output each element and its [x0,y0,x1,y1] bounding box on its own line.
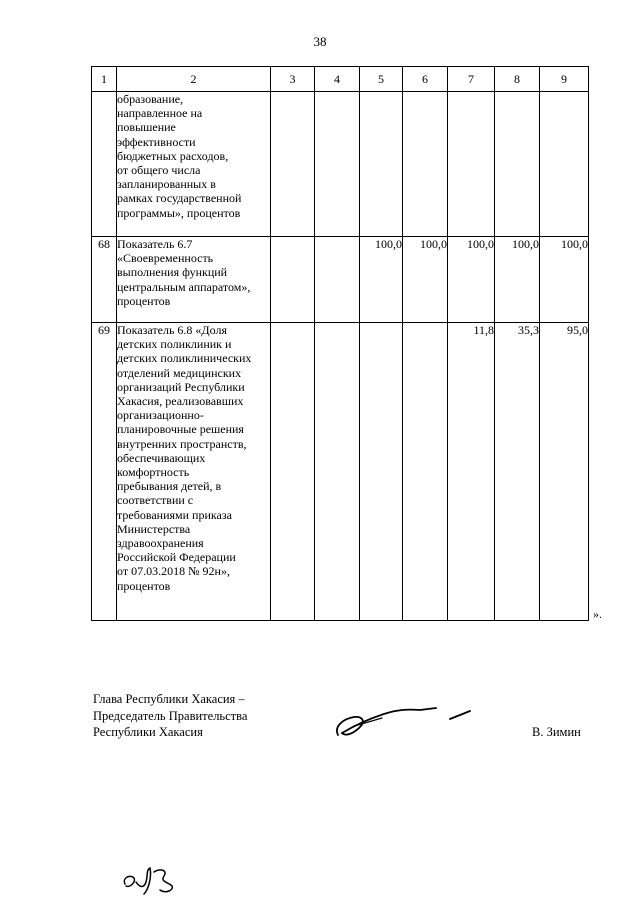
description-line: организационно- [117,408,204,423]
description-line: «Своевременность [117,251,214,266]
col-header: 5 [360,67,403,92]
description-line: организаций Республики [117,379,245,394]
cell-col4 [315,237,360,323]
description-line: выполнения функций [117,265,228,280]
cell-col9 [540,92,589,237]
signer-title [93,691,247,741]
col-header: 3 [271,67,315,92]
cell-col8 [495,92,540,237]
description-line: Показатель 6.7 [117,237,193,251]
row-description [117,323,271,621]
description-line: бюджетных расходов, [117,148,229,163]
initials-mark [120,858,180,898]
cell-col3 [271,237,315,323]
description-line: комфортность [117,465,190,480]
cell-col7: 11,8 [448,323,495,621]
row-description [117,237,271,323]
cell-col3 [271,92,315,237]
description-line: внутренних пространств, [117,436,247,451]
cell-col3 [271,323,315,621]
description-line: центральным аппаратом», [117,279,251,294]
closing-quote: ». [593,607,602,621]
cell-col5: 100,0 [360,237,403,323]
row-number: 69 [92,323,117,621]
description-line: обеспечивающих [117,450,206,465]
col-header: 4 [315,67,360,92]
description-line: Российской Федерации [117,550,236,565]
cell-col4 [315,323,360,621]
description-line: здравоохранения [117,536,204,551]
description-line: отделений медицинских [117,365,242,380]
col-header: 1 [92,67,117,92]
description-line: Министерства [117,521,191,536]
cell-col9: 95,0 [540,323,589,621]
cell-col7 [448,92,495,237]
description-line: образование, [117,92,184,106]
signer-title-line: Глава Республики Хакасия – [93,692,245,706]
description-line: направленное на [117,106,203,121]
page-number: 38 [313,34,327,49]
cell-col5 [360,92,403,237]
description-line: рамках государственной [117,191,242,206]
table-row [92,92,589,237]
description-line: Показатель 6.8 «Доля [117,323,227,337]
cell-col4 [315,92,360,237]
description-line: планировочные решения [117,422,244,437]
description-line: пребывания детей, в [117,479,222,494]
col-header: 8 [495,67,540,92]
col-header: 9 [540,67,589,92]
cell-col8: 35,3 [495,323,540,621]
description-line: процентов [117,578,171,593]
description-line: от общего числа [117,163,201,178]
signer-name: В. Зимин [532,725,581,739]
header-row [92,67,589,92]
row-number [92,92,117,237]
description-line: детских поликлиник и [117,337,232,352]
cell-col9: 100,0 [540,237,589,323]
description-line: соответствии с [117,493,194,508]
description-line: от 07.03.2018 № 92н», [117,564,230,579]
col-header: 7 [448,67,495,92]
description-line: требованиями приказа [117,507,232,522]
cell-col6 [403,92,448,237]
cell-col8: 100,0 [495,237,540,323]
col-header: 6 [403,67,448,92]
cell-col5 [360,323,403,621]
signature-image [332,697,482,747]
description-line: детских поликлинических [117,351,252,366]
description-line: процентов [117,293,171,308]
table-row [92,323,589,621]
table-row [92,237,589,323]
signer-title-line: Республики Хакасия [93,725,203,739]
description-line: Хакасия, реализовавших [117,394,244,409]
row-number: 68 [92,237,117,323]
description-line: эффективности [117,134,196,149]
cell-col6 [403,323,448,621]
indicators-table [91,66,589,621]
cell-col7: 100,0 [448,237,495,323]
signer-title-line: Председатель Правительства [93,708,248,723]
col-header: 2 [117,67,271,92]
description-line: программы», процентов [117,205,241,220]
cell-col6: 100,0 [403,237,448,323]
description-line: запланированных в [117,177,216,192]
row-description [117,92,271,237]
description-line: повышение [117,120,176,135]
